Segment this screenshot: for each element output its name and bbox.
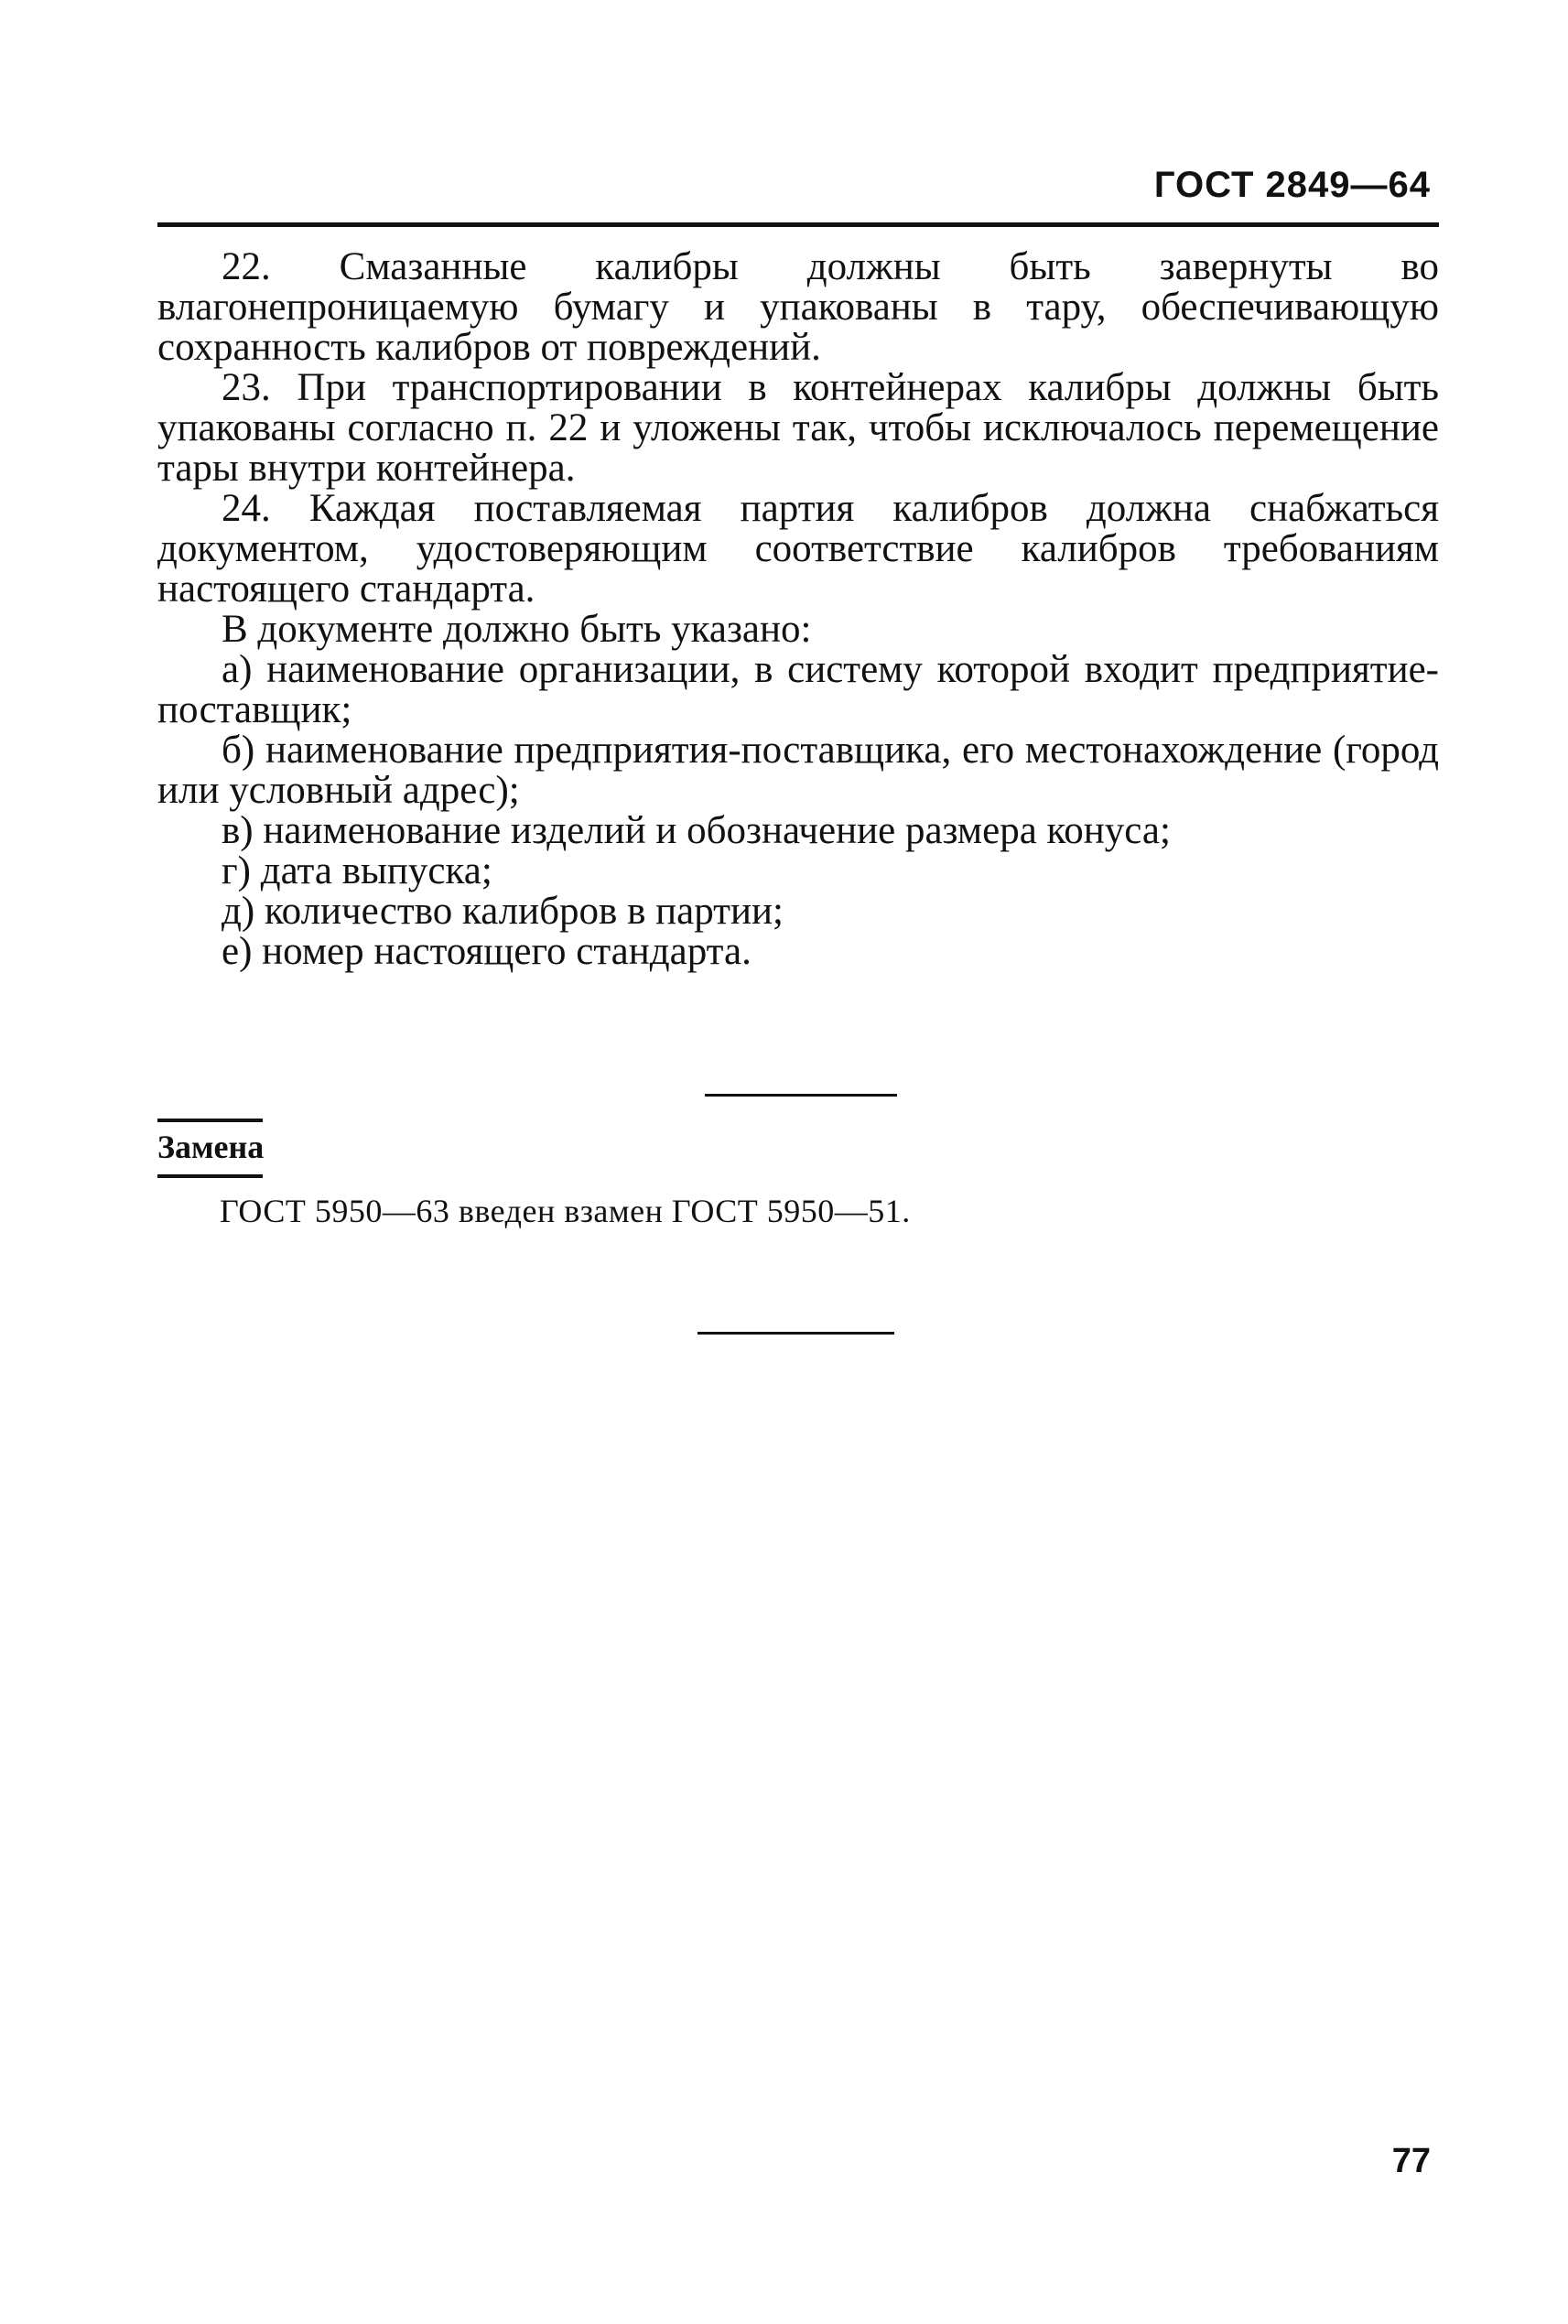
list-item-d: д) количество калибров в партии; (222, 890, 784, 933)
zamena-text: ГОСТ 5950—63 введен взамен ГОСТ 5950—51. (220, 1193, 911, 1229)
standard-code-header: ГОСТ 2849—64 (1153, 165, 1431, 205)
end-separator (697, 1332, 894, 1335)
paragraph-22: 22. Смазанные калибры должны быть завернуты во влагонепроницаемую бумагу и упакованы в тару, обеспечивающую сохранность калибров от повреждений. (157, 245, 1439, 369)
list-item-v: в) наименование изделий и обозначение размера конуса; (222, 809, 1171, 852)
zamena-rule-bottom (157, 1174, 263, 1178)
document-intro: В документе должно быть указано: (222, 608, 812, 651)
paragraph-24: 24. Каждая поставляемая партия калибров должна снабжаться документом, удостоверяющим соответствие калибров требованиям настоящего стандарта. (157, 487, 1439, 611)
list-item-e: е) номер настоящего стандарта. (222, 930, 752, 973)
list-item-g: г) дата выпуска; (222, 849, 492, 892)
page-number: 77 (1391, 2142, 1431, 2180)
header-rule (157, 222, 1439, 227)
paragraph-23: 23. При транспортировании в контейнерах калибры должны быть упакованы согласно п. 22 и уложены так, чтобы исключалось перемещение тары внутри контейнера. (157, 366, 1439, 490)
zamena-title: Замена (157, 1129, 265, 1165)
zamena-rule-top (157, 1119, 263, 1122)
list-item-b: б) наименование предприятия-поставщика, его местонахождение (город или условный адрес); (157, 729, 1439, 812)
list-item-a: а) наименование организации, в систему которой входит предприятие-поставщик; (157, 648, 1439, 731)
main-text (157, 247, 1439, 972)
section-separator (705, 1094, 897, 1097)
